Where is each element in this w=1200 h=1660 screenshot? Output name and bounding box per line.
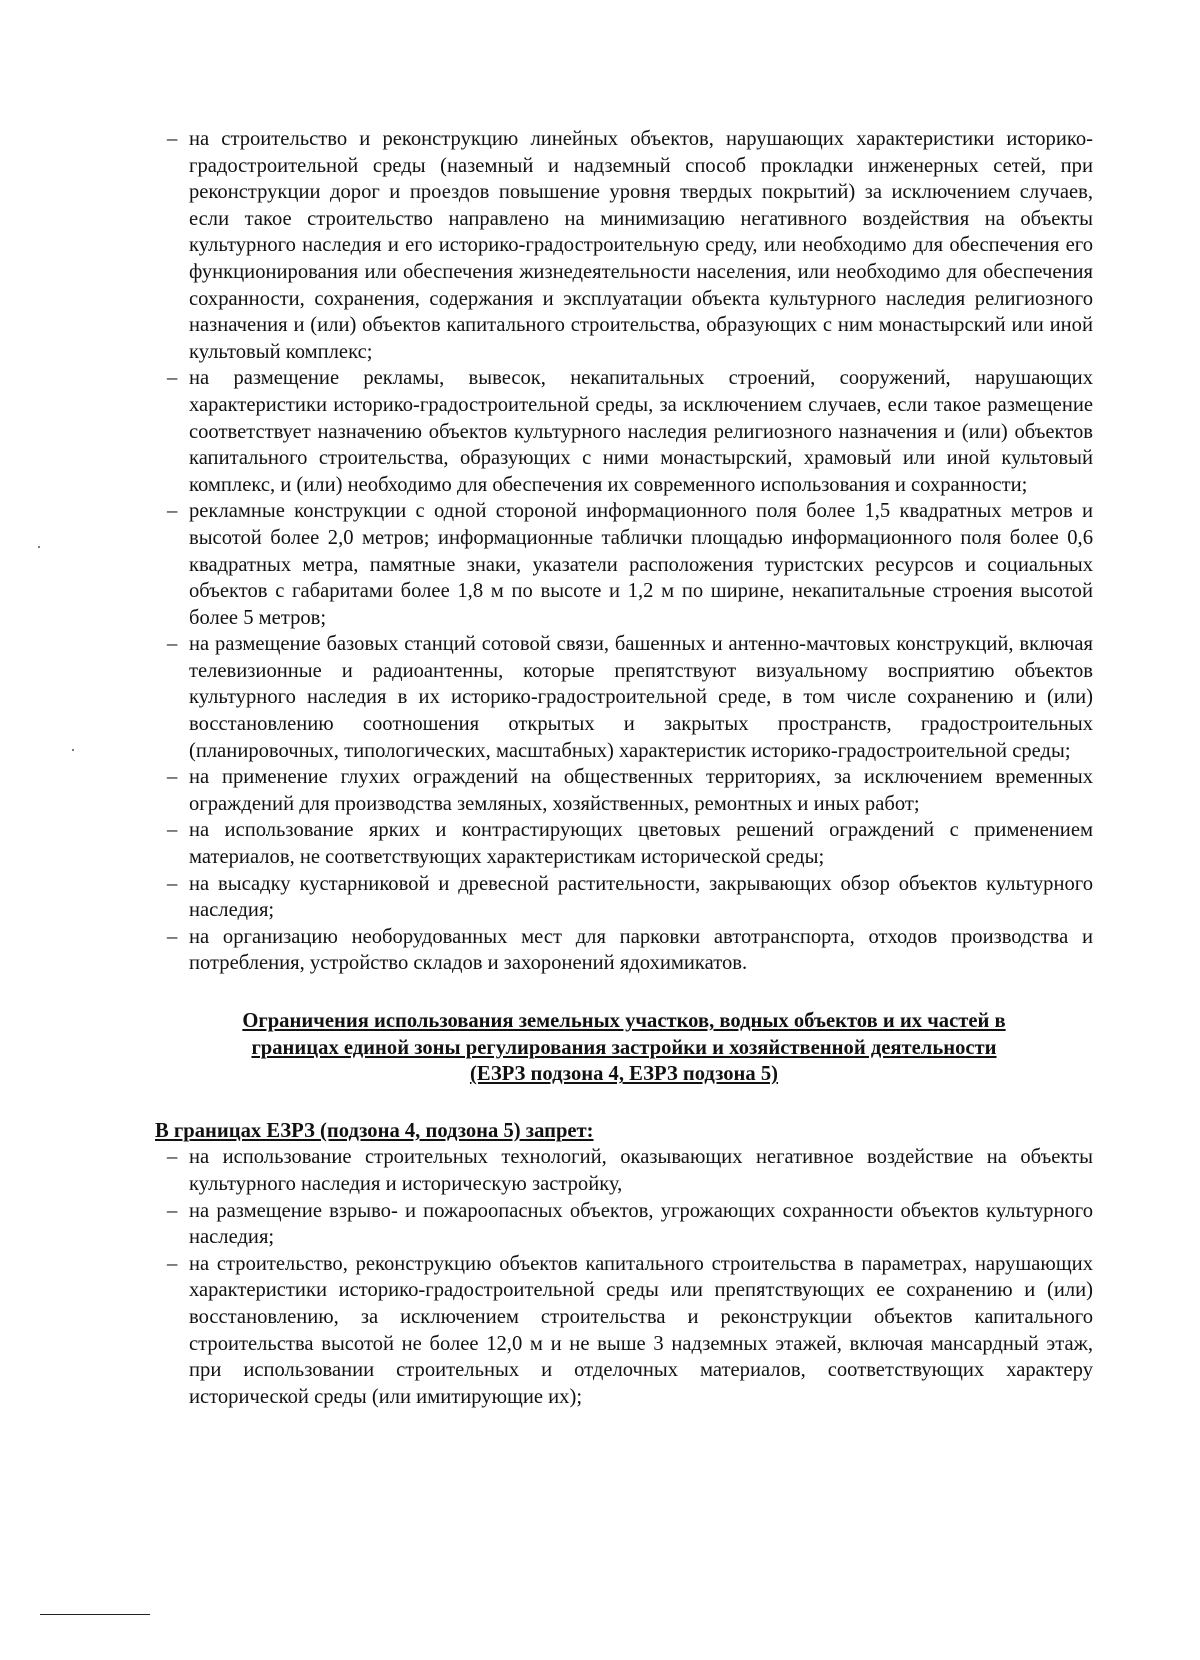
list-item-text: на использование строительных технологий, оказывающих негативное воздействие на объекты культурного наследия и историческую застройку, <box>189 1146 1093 1195</box>
list-item <box>155 1251 1093 1411</box>
bullet-dash: – <box>167 925 178 948</box>
bullet-dash: – <box>167 1146 178 1169</box>
bullet-dash: – <box>167 819 178 842</box>
bullet-dash: – <box>167 128 178 150</box>
list-item-text: на организацию необорудованных мест для парковки автотранспорта, отходов производства и потребления, устройство складов и захоронений ядохимикатов. <box>189 925 1093 975</box>
list-item <box>155 126 1093 365</box>
bullet-dash: – <box>167 633 178 656</box>
bullet-dash: – <box>167 872 178 895</box>
list-item <box>155 871 1093 924</box>
section-subheading: В границах ЕЗРЗ (подзона 4, подзона 5) запрет: <box>155 1119 594 1142</box>
list-item <box>155 631 1093 764</box>
scan-speck <box>38 546 40 548</box>
list-item <box>155 817 1093 870</box>
bullet-dash: – <box>167 367 178 390</box>
list-item-text: рекламные конструкции с одной стороной информационного поля более 1,5 квадратных метров и высотой более 2,0 метров; информационные таблички площадью информационного поля более 0,6 квадратных метра, памятные знаки, указатели расположения туристских ресурсов и социальных объектов с габаритами более 1,8 м по высоте и 1,2 м по ширине, некапитальные строения высотой более 5 метров; <box>189 500 1093 629</box>
section-heading-line-2: границах единой зоны регулирования застройки и хозяйственной деятельности <box>251 1036 997 1059</box>
restrictions-list-1 <box>155 126 1093 977</box>
list-item <box>155 1198 1093 1251</box>
section-heading-line-1: Ограничения использования земельных участков, водных объектов и их частей в <box>242 1010 1006 1032</box>
list-item <box>155 924 1093 977</box>
list-item-text: на применение глухих ограждений на общественных территориях, за исключением временных ограждений для производства земляных, хозяйственных, ремонтных и иных работ; <box>189 766 1093 815</box>
bullet-dash: – <box>167 500 178 523</box>
list-item-text: на высадку кустарниковой и древесной растительности, закрывающих обзор объектов культурного наследия; <box>189 872 1093 922</box>
list-item-text: на размещение рекламы, вывесок, некапитальных строений, сооружений, нарушающих характеристики историко-градостроительной среды, за исключением случаев, если такое размещение соответствует назначению объектов культурного наследия религиозного назначения и (или) объектов капитального строительства, образующих с ними монастырский, храмовый или иной культовый комплекс, и (или) необходимо для обеспечения их современного использования и сохранности; <box>189 367 1093 496</box>
list-item-text: на размещение взрыво- и пожароопасных объектов, угрожающих сохранности объектов культурного наследия; <box>189 1199 1093 1249</box>
bullet-dash: – <box>167 766 178 789</box>
list-item-text: на размещение базовых станций сотовой связи, башенных и антенно-мачтовых конструкций, включая телевизионные и радиоантенны, которые препятствуют визуальному восприятию объектов культурного наследия в их историко-градостроительной среде, в том числе сохранению и (или) восстановлению соотношения открытых и закрытых пространств, градостроительных (планировочных, типологических, масштабных) характеристик историко-градостроительной среды; <box>189 633 1093 762</box>
section-heading-line-3: (ЕЗРЗ подзона 4, ЕЗРЗ подзона 5) <box>469 1063 779 1086</box>
bullet-dash: – <box>167 1252 178 1275</box>
list-item <box>155 764 1093 817</box>
section-heading <box>155 1008 1093 1088</box>
list-item <box>155 498 1093 631</box>
list-item-text: на строительство, реконструкцию объектов капитального строительства в параметрах, нарушающих характеристики историко-градостроительной среды или препятствующих ее сохранению и (или) восстановлению, за исключением строительства и реконструкции объектов капитального строительства высотой не более 12,0 м и не выше 3 надземных этажей, включая мансардный этаж, при использовании строительных и отделочных материалов, соответствующих характеру исторической среды (или имитирующие их); <box>189 1252 1093 1408</box>
list-item-text: на использование ярких и контрастирующих цветовых решений ограждений с применением материалов, не соответствующих характеристикам исторической среды; <box>189 819 1093 869</box>
restrictions-list-2 <box>155 1144 1093 1410</box>
list-item <box>155 365 1093 498</box>
footnote-separator-line <box>40 1614 150 1615</box>
list-item <box>155 1144 1093 1197</box>
scan-speck <box>72 749 74 751</box>
bullet-dash: – <box>167 1199 178 1222</box>
list-item-text: на строительство и реконструкцию линейных объектов, нарушающих характеристики историко-градостроительной среды (наземный и надземный способ прокладки инженерных сетей, при реконструкции дорог и проездов повышение уровня твердых покрытий) за исключением случаев, если такое строительство направлено на минимизацию негативного воздействия на объекты культурного наследия и его историко-градостроительную среду, или необходимо для обеспечения его функционирования или обеспечения жизнедеятельности населения, или необходимо для обеспечения сохранности, сохранения, содержания и эксплуатации объекта культурного наследия религиозного назначения и (или) объектов капитального строительства, образующих с ним монастырский или иной культовый комплекс; <box>189 128 1093 363</box>
document-body <box>155 126 1093 1410</box>
